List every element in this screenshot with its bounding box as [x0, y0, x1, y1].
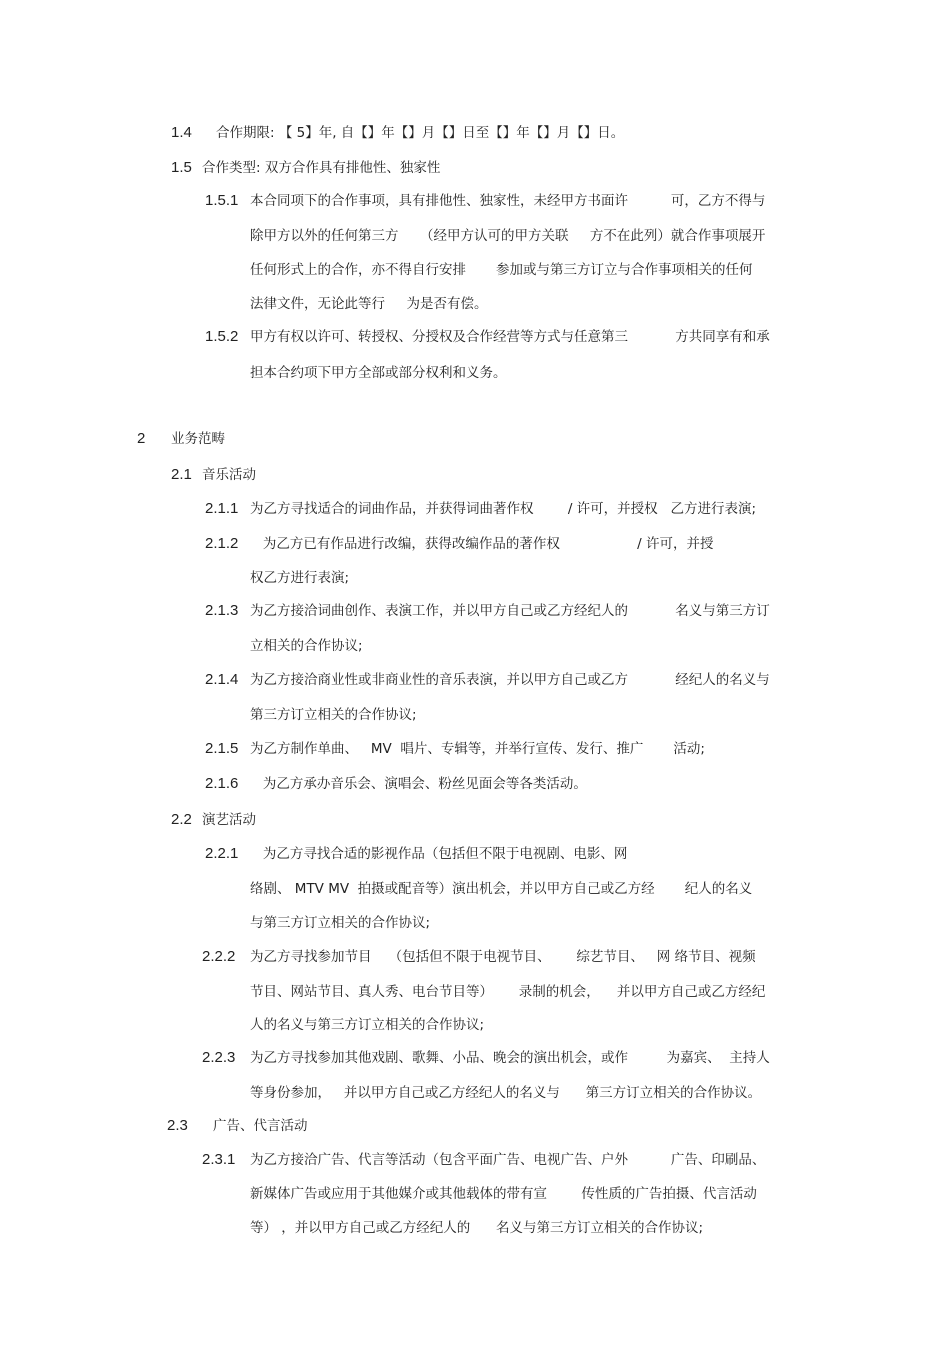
paragraph-line: 第三方订立相关的合作协议;: [250, 707, 417, 723]
paragraph-line: 为乙方寻找参加其他戏剧、歌舞、小品、晚会的演出机会，或作 为嘉宾、 主持人: [250, 1050, 770, 1066]
paragraph-line: 为乙方接洽词曲创作、表演工作，并以甲方自己或乙方经纪人的 名义与第三方订: [250, 603, 770, 619]
section-number-2-1-3: 2.1.3: [205, 602, 239, 619]
paragraph-line: 甲方有权以许可、转授权、分授权及合作经营等方式与任意第三 方共同享有和承: [250, 329, 770, 345]
section-number-1-5-1: 1.5.1: [205, 192, 239, 209]
section-text-1-4: 合作期限: 【 5】年, 自【】年【】月【】日至【】年【】月【】日。: [216, 125, 625, 141]
paragraph-line: 权乙方进行表演;: [250, 570, 350, 586]
paragraph-line: 与第三方订立相关的合作协议;: [250, 915, 431, 931]
section-number-2-2-1: 2.2.1: [205, 845, 239, 862]
paragraph-line: 等） ，并以甲方自己或乙方经纪人的 名义与第三方订立相关的合作协议;: [250, 1220, 704, 1236]
section-number-2-1: 2.1: [171, 466, 192, 483]
section-number-2-2: 2.2: [171, 811, 192, 828]
paragraph-line: 立相关的合作协议;: [250, 638, 363, 654]
paragraph-line: 为乙方寻找合适的影视作品（包括但不限于电视剧、电影、网: [250, 846, 628, 862]
section-number-2-1-2: 2.1.2: [205, 535, 239, 552]
section-number-1-5-2: 1.5.2: [205, 328, 239, 345]
section-number-1-5: 1.5: [171, 159, 192, 176]
section-number-2-1-5: 2.1.5: [205, 740, 239, 757]
section-text-1-5: 合作类型: 双方合作具有排他性、独家性: [202, 160, 441, 176]
paragraph-line: 等身份参加， 并以甲方自己或乙方经纪人的名义与 第三方订立相关的合作协议。: [250, 1085, 762, 1101]
section-number-2-1-1: 2.1.1: [205, 500, 239, 517]
section-number-2-3: 2.3: [167, 1117, 188, 1134]
paragraph-line: 节目、网站节目、真人秀、电台节目等） 录制的机会， 并以甲方自己或乙方经纪: [250, 984, 766, 1000]
section-title-2-2: 演艺活动: [202, 812, 256, 828]
paragraph-line: 本合同项下的合作事项，具有排他性、独家性，未经甲方书面许 可，乙方不得与: [250, 193, 766, 209]
section-title-2: 业务范畴: [171, 431, 225, 447]
paragraph-line: 除甲方以外的任何第三方 （经甲方认可的甲方关联 方不在此列）就合作事项展开: [250, 228, 766, 244]
paragraph-line: 为乙方制作单曲、 MV 唱片、专辑等，并举行宣传、发行、推广 活动;: [250, 741, 705, 757]
paragraph-line: 新媒体广告或应用于其他媒介或其他载体的带有宣 传性质的广告拍摄、代言活动: [250, 1186, 757, 1202]
paragraph-line: 法律文件，无论此等行 为是否有偿。: [250, 296, 488, 312]
section-number-2-2-3: 2.2.3: [202, 1049, 236, 1066]
section-number-1-4: 1.4: [171, 124, 192, 141]
section-number-2-2-2: 2.2.2: [202, 948, 236, 965]
section-title-2-1: 音乐活动: [202, 467, 256, 483]
section-number-2-1-6: 2.1.6: [205, 775, 239, 792]
paragraph-line: 人的名义与第三方订立相关的合作协议;: [250, 1017, 485, 1033]
paragraph-line: 络剧、 MTV MV 拍摄或配音等）演出机会，并以甲方自己或乙方经 纪人的名义: [250, 881, 753, 897]
paragraph-line: 为乙方接洽广告、代言等活动（包含平面广告、电视广告、户外 广告、印刷品、: [250, 1152, 766, 1168]
paragraph-line: 为乙方寻找适合的词曲作品，并获得词曲著作权 / 许可，并授权 乙方进行表演;: [250, 501, 757, 517]
paragraph-line: 为乙方接洽商业性或非商业性的音乐表演，并以甲方自己或乙方 经纪人的名义与: [250, 672, 770, 688]
paragraph-line: 为乙方已有作品进行改编，获得改编作品的著作权 / 许可，并授: [250, 536, 714, 552]
section-title-2-3: 广告、代言活动: [213, 1118, 308, 1134]
section-number-2: 2: [137, 430, 146, 447]
paragraph-line: 担本合约项下甲方全部或部分权利和义务。: [250, 365, 507, 381]
paragraph-line: 为乙方承办音乐会、演唱会、粉丝见面会等各类活动。: [250, 776, 587, 792]
paragraph-line: 为乙方寻找参加节目 （包括但不限于电视节目、 综艺节目、 网 络节目、视频: [250, 949, 756, 965]
paragraph-line: 任何形式上的合作，亦不得自行安排 参加或与第三方订立与合作事项相关的任何: [250, 262, 753, 278]
section-number-2-3-1: 2.3.1: [202, 1151, 236, 1168]
section-number-2-1-4: 2.1.4: [205, 671, 239, 688]
